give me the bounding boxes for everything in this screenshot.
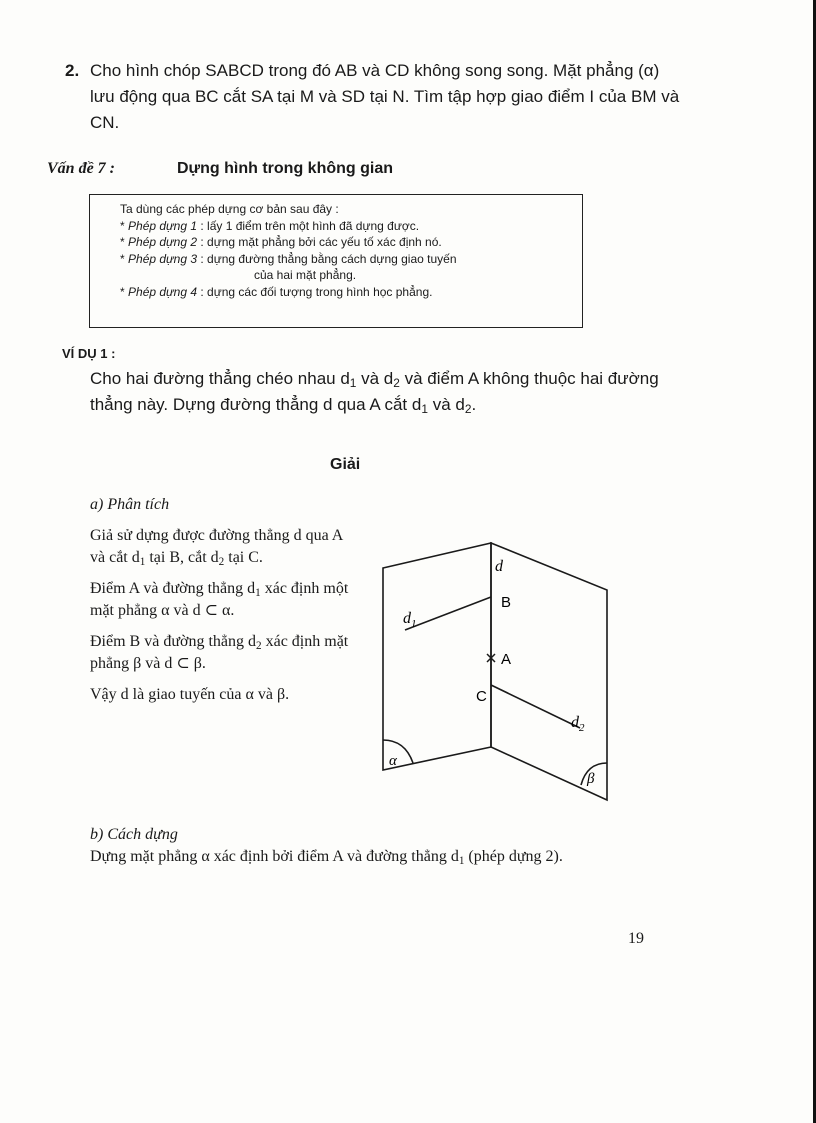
problem-text: Cho hình chóp SABCD trong đó AB và CD không song song. Mặt phẳng (α) lưu động qua BC cắt SA tại M và SD tại N. Tìm tập hợp giao điểm I của BM và CN. [90, 61, 680, 132]
label-d: d [495, 558, 503, 575]
rule-text: : dựng mặt phẳng bởi các yếu tố xác định nó. [200, 235, 442, 249]
construction-heading: b) Cách dựng [90, 826, 178, 843]
example-label: VÍ DỤ 1 : [62, 346, 116, 361]
problem-number: 2. [65, 61, 80, 80]
rule-text: : lấy 1 điểm trên một hình đã dựng được. [200, 218, 420, 233]
analysis-paragraph-1: Giả sử dựng được đường thẳng d qua A và cắt $d_1$ tại B, cắt $d_2$ tại C. [90, 527, 343, 568]
plane-beta [491, 543, 607, 800]
plane-alpha [383, 543, 491, 770]
label-alpha: α [389, 753, 397, 769]
rule-continuation: của hai mặt phẳng. [254, 268, 357, 282]
rules-intro: Ta dùng các phép dựng cơ bản sau đây : [120, 202, 339, 216]
rule-item: * Phép dựng 1 : lấy 1 điểm trên một hình đã dựng được. [120, 218, 420, 233]
page-number: 19 [628, 930, 644, 947]
rule-item: * Phép dựng 2 : dựng mặt phẳng bởi các yếu tố xác định nó. [120, 235, 442, 249]
rule-item: * Phép dựng 4 : dựng các đối tượng trong hình học phẳng. [120, 284, 433, 299]
rule-text: : dựng các đối tượng trong hình học phẳng. [200, 284, 433, 299]
section-title: Dựng hình trong không gian [177, 160, 393, 177]
problem-2 [65, 58, 685, 136]
construction-rules-box [89, 194, 583, 328]
label-beta: β [587, 771, 595, 787]
rule-name: Phép dựng 3 [128, 251, 198, 266]
analysis-paragraph-2: Điểm A và đường thẳng $d_1$ xác định một mặt phẳng α và d ⊂ α. [90, 580, 349, 619]
construction-section [90, 824, 670, 868]
label-d2: $d_2$ [571, 714, 585, 734]
construction-text: Dựng mặt phẳng α xác định bởi điểm A và đường thẳng $d_1$ (phép dựng 2). [90, 848, 563, 867]
rule-name: Phép dựng 1 [128, 218, 198, 233]
rule-name: Phép dựng 4 [128, 284, 198, 299]
label-A: A [501, 651, 512, 668]
rule-name: Phép dựng 2 [128, 235, 198, 249]
analysis-heading: a) Phân tích [90, 496, 170, 513]
example-statement: Cho hai đường thẳng chéo nhau $d_1$ và $d_2$ và điểm A không thuộc hai đường thẳng này. Dựng đường thẳng d qua A cắt $d_1$ và $d_2$. [90, 369, 659, 416]
rule-text: : dựng đường thẳng bằng cách dựng giao tuyến [200, 251, 457, 266]
label-B: B [501, 594, 512, 611]
two-planes-figure [375, 535, 625, 805]
section-label: Vấn đề 7 : [47, 160, 115, 177]
alpha-arc [383, 740, 413, 763]
analysis-paragraph-4: Vậy d là giao tuyến của α và β. [90, 686, 290, 703]
line-d1 [405, 597, 491, 630]
analysis-paragraph-3: Điểm B và đường thẳng $d_2$ xác định mặt phẳng β và d ⊂ β. [90, 633, 349, 672]
line-d2 [491, 685, 580, 728]
section-heading [47, 160, 393, 178]
rule-item: * Phép dựng 3 : dựng đường thẳng bằng cách dựng giao tuyến [120, 251, 457, 266]
label-C: C [476, 688, 487, 705]
label-d1: $d_1$ [403, 610, 417, 630]
solution-title: Giải [330, 456, 361, 473]
analysis-section [90, 494, 350, 715]
